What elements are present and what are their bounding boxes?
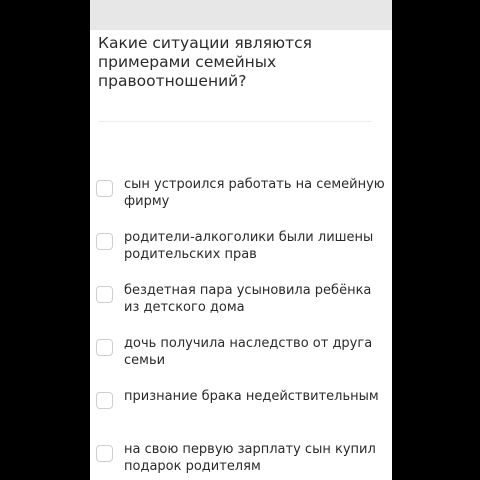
- checkbox[interactable]: [96, 180, 113, 197]
- option-3[interactable]: [96, 282, 386, 322]
- checkbox[interactable]: [96, 286, 113, 303]
- option-label: на свою первую зарплату сын купил подарок родителям: [124, 442, 376, 474]
- option-6[interactable]: [96, 441, 386, 480]
- option-label: бездетная пара усыновила ребёнка из детского дома: [124, 283, 372, 315]
- checkbox[interactable]: [96, 392, 113, 409]
- options-list: [90, 0, 392, 480]
- checkbox[interactable]: [96, 339, 113, 356]
- option-label: сын устроился работать на семейную фирму: [124, 177, 385, 209]
- option-4[interactable]: [96, 335, 386, 375]
- question-title: Какие ситуации являются примерами семейных правоотношений?: [98, 34, 312, 90]
- quiz-panel: [90, 0, 392, 480]
- option-1[interactable]: [96, 176, 386, 216]
- checkbox[interactable]: [96, 233, 113, 250]
- option-5[interactable]: [96, 388, 386, 428]
- checkbox[interactable]: [96, 445, 113, 462]
- option-2[interactable]: [96, 229, 386, 269]
- option-label: признание брака недействительным: [124, 389, 379, 404]
- option-label: дочь получила наследство от друга семьи: [124, 336, 373, 368]
- option-label: родители-алкоголики были лишены родительских прав: [124, 230, 374, 262]
